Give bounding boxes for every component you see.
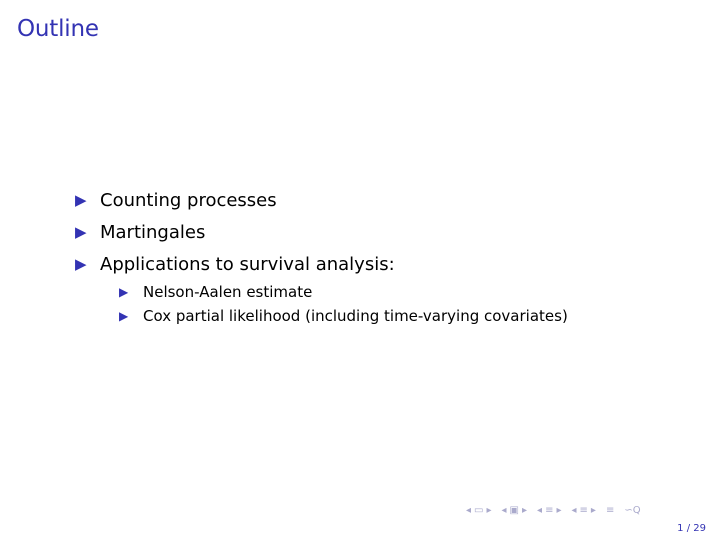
nav-section-right-icon[interactable]: ▸ bbox=[556, 505, 562, 516]
nav-subsection2-group bbox=[571, 506, 595, 516]
nav-subsection-icon[interactable]: ▣ bbox=[509, 505, 519, 516]
sub-list-item bbox=[119, 304, 568, 328]
outline-list bbox=[75, 184, 568, 328]
nav-subsection-group bbox=[502, 506, 528, 516]
nav-subsection2-icon[interactable]: ≡ bbox=[579, 505, 588, 516]
triangle-right-icon: ▶ bbox=[75, 254, 87, 273]
nav-subsection-right-icon[interactable]: ▸ bbox=[522, 505, 528, 516]
page-number: 1 / 29 bbox=[677, 523, 706, 534]
triangle-right-icon: ▶ bbox=[75, 222, 87, 241]
list-item-label: Counting processes bbox=[100, 189, 277, 211]
nav-frame-right-icon[interactable]: ▸ bbox=[486, 505, 492, 516]
sub-list-container bbox=[75, 280, 568, 328]
sub-list-item-label: Cox partial likelihood (including time-varying covariates) bbox=[143, 307, 568, 325]
nav-subsection2-right-icon[interactable]: ▸ bbox=[590, 505, 596, 516]
list-item bbox=[75, 184, 568, 216]
nav-section-icon[interactable]: ≡ bbox=[545, 505, 554, 516]
beamer-navigation-bar bbox=[466, 506, 641, 516]
nav-search-icon[interactable]: ∽Q bbox=[624, 505, 641, 516]
triangle-right-icon: ▶ bbox=[119, 285, 129, 299]
triangle-right-icon: ▶ bbox=[119, 309, 129, 323]
nav-frame-left-icon[interactable]: ◂ bbox=[466, 505, 472, 516]
sub-list-item bbox=[119, 280, 568, 304]
nav-section-left-icon[interactable]: ◂ bbox=[537, 505, 543, 516]
page-title: Outline bbox=[17, 16, 99, 42]
nav-frame-group bbox=[466, 506, 492, 516]
nav-subsection-left-icon[interactable]: ◂ bbox=[501, 505, 507, 516]
nav-section-group bbox=[537, 506, 561, 516]
list-item-label: Applications to survival analysis: bbox=[100, 253, 395, 275]
nav-subsection2-left-icon[interactable]: ◂ bbox=[571, 505, 577, 516]
list-item bbox=[75, 248, 568, 280]
nav-frame-icon[interactable]: ▭ bbox=[474, 505, 484, 516]
triangle-right-icon: ▶ bbox=[75, 190, 87, 209]
sub-list-item-label: Nelson-Aalen estimate bbox=[143, 283, 313, 301]
sub-list bbox=[75, 280, 568, 328]
list-item bbox=[75, 216, 568, 248]
nav-appendix-icon[interactable]: ≡ bbox=[605, 505, 615, 516]
list-item-label: Martingales bbox=[100, 221, 206, 243]
